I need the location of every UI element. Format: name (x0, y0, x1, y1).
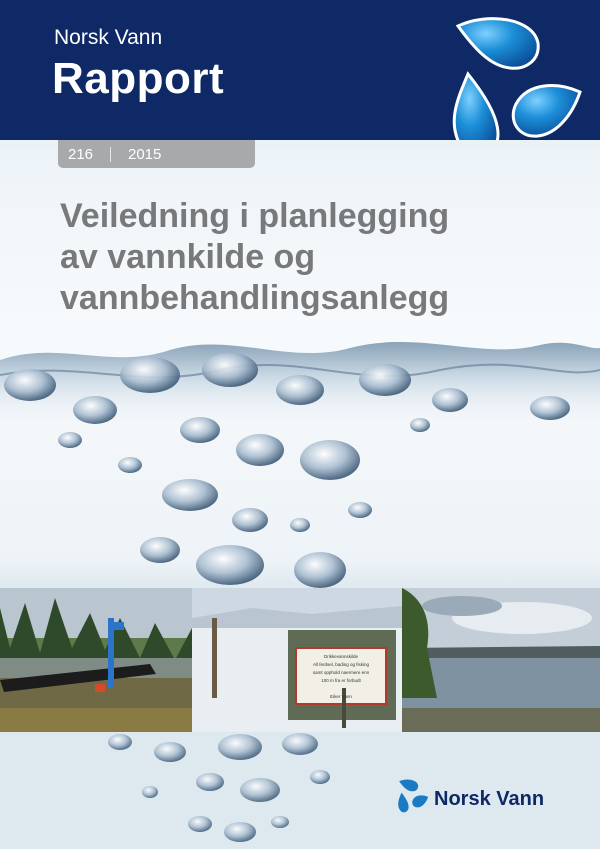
footer-logo-text: Norsk Vann (434, 788, 545, 810)
water-splash-image (0, 330, 600, 595)
cover-header (0, 0, 600, 140)
report-year: 2015 (128, 146, 162, 163)
title-line: Veiledning i planlegging (60, 197, 450, 235)
footer-logo (392, 776, 582, 822)
sign-text-line: 100 m fra er forbudt (321, 678, 361, 683)
org-name: Norsk Vann (54, 26, 163, 49)
tab-divider (110, 147, 111, 162)
photo-pipe-construction (0, 588, 192, 732)
sign-text-line: Eiker Vann (330, 694, 352, 699)
sign-text-line: All ferdsel, bading og fisking (312, 662, 370, 667)
report-number-tab (58, 140, 255, 168)
photo-winter-sign (192, 588, 402, 732)
photo-strip (0, 588, 600, 732)
sign-text-line: samt opphold naermere enn (312, 670, 370, 675)
sign-text-line: Drikkevannskilde (323, 654, 359, 659)
report-title (60, 196, 580, 319)
title-line: av vannkilde og (60, 238, 316, 276)
doc-type: Rapport (52, 54, 225, 103)
title-line: vannbehandlingsanlegg (60, 279, 450, 317)
photo-lake (402, 588, 600, 732)
norsk-vann-logo-icon (428, 8, 588, 140)
norsk-vann-small-logo-icon (392, 776, 430, 816)
report-number: 216 (68, 146, 94, 163)
